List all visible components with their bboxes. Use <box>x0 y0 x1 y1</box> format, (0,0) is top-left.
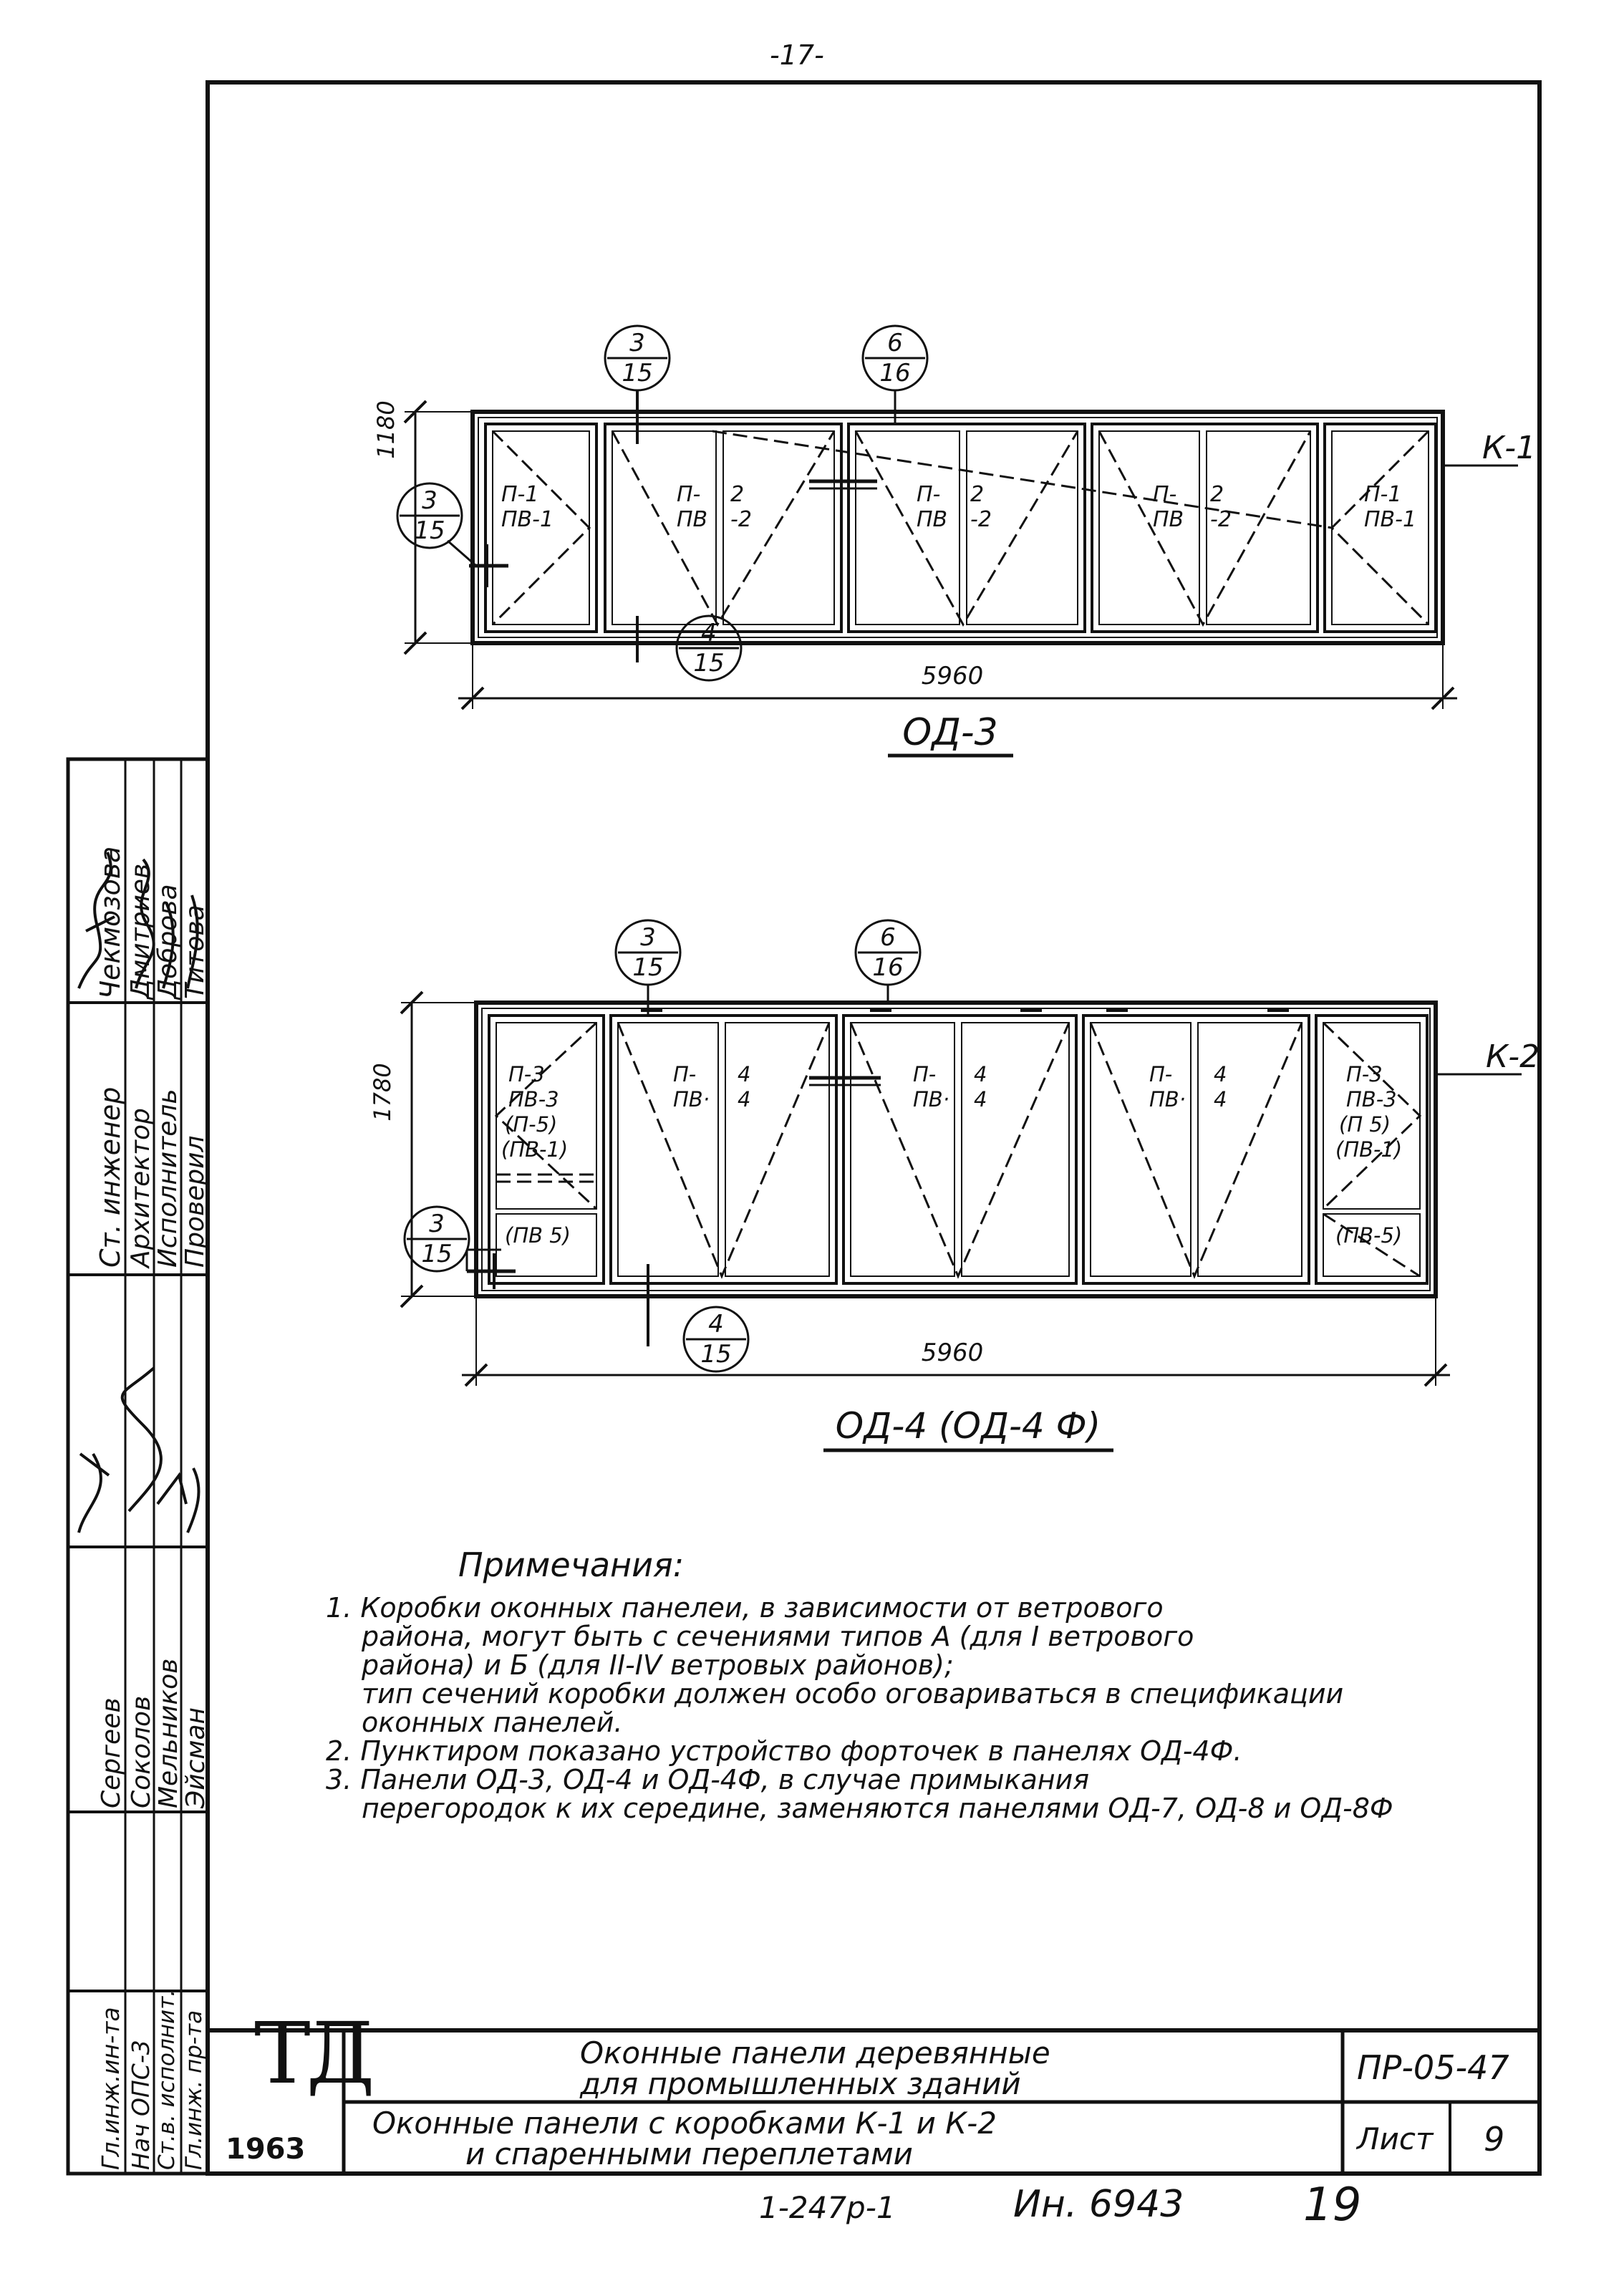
side-name2-1: Сергеев <box>97 1697 126 1808</box>
title-block-sub-line-2: и спаренными переплетами <box>465 2136 913 2171</box>
title-block-code: ПР-05-47 <box>1357 2048 1509 2087</box>
od3-callout-bottom-num: 4 <box>701 619 717 647</box>
od4-mid-5-l2: ПВ· <box>1149 1087 1186 1112</box>
od3-panel-7-l1: 2 <box>1210 482 1224 507</box>
od4-right-label-1: П-3 <box>1346 1062 1383 1086</box>
side-role2-1: Гл.инж.ин-та <box>97 2007 125 2170</box>
note-1-line-3: района) и Б (для II-IV ветровых районов); <box>362 1649 954 1681</box>
side-name2-3: Мельников <box>154 1658 183 1808</box>
od4-callout-top-mid-den: 16 <box>872 953 904 982</box>
td-stamp: ТД <box>254 2004 371 2103</box>
od4-box-label: К-2 <box>1486 1038 1540 1075</box>
od3-panel-5-l2: -2 <box>970 507 992 532</box>
od3-panel-1-l2: ПВ-1 <box>501 507 554 532</box>
od4-left-label-5: (ПВ 5) <box>505 1223 571 1248</box>
od3-callout-top-mid-den: 16 <box>879 359 911 387</box>
od4-left-label-2: ПВ-3 <box>508 1087 559 1112</box>
side-name-1: Чекмозова <box>95 846 126 999</box>
od4-right-label-4: (ПВ-1) <box>1335 1137 1403 1162</box>
od3-callout-top-left-den: 15 <box>622 359 653 387</box>
od4-left-label-1: П-3 <box>508 1062 545 1086</box>
od3-width-dim: 5960 <box>921 662 984 690</box>
side-role-4: Проверил <box>180 1135 210 1268</box>
title-block-title-line-2: для промышленных зданий <box>580 2066 1021 2101</box>
side-role2-3: Ст.в. исполнит. <box>154 1989 180 2170</box>
od4-mid-2-l1: 4 <box>738 1062 751 1086</box>
od4-mid-6-l2: 4 <box>1214 1087 1227 1112</box>
od4-right-label-2: ПВ-3 <box>1346 1087 1397 1112</box>
od4-mid-1-l2: ПВ· <box>673 1087 710 1112</box>
note-1-line-4: тип сечений коробки должен особо оговариваться в спецификации <box>362 1678 1344 1710</box>
note-1: 1. Коробки оконных панелеи, в зависимости от ветрового <box>326 1592 1164 1624</box>
od4-callout-top-left-den: 15 <box>632 953 664 982</box>
od3-box-label: К-1 <box>1482 430 1537 466</box>
title-block-sub-line-1: Оконные панели с коробками К-1 и К-2 <box>372 2106 997 2141</box>
side-name-3: Доброва <box>153 884 183 999</box>
od4-callout-top-mid-num: 6 <box>880 923 896 952</box>
od4-right-label-5: (ПВ-5) <box>1335 1223 1403 1248</box>
od4-left-label-3: (П-5) <box>505 1112 558 1137</box>
od3-callout-bottom-den: 15 <box>693 649 725 678</box>
title-block-sheet-label: Лист <box>1357 2121 1434 2156</box>
od4-right-label-3: (П 5) <box>1339 1112 1391 1137</box>
footer-series: 1-247р-1 <box>759 2190 896 2225</box>
od4-callout-bottom-num: 4 <box>708 1310 724 1339</box>
od3-panel-5-l1: 2 <box>970 482 985 507</box>
od4-callout-top-left-num: 3 <box>640 923 656 952</box>
notes <box>326 1546 1486 1824</box>
notes-title: Примечания: <box>458 1546 685 1584</box>
od4-height-dim: 1780 <box>369 1063 396 1122</box>
note-2: 2. Пунктиром показано устройство форточек в панелях ОД-4Ф. <box>326 1735 1242 1767</box>
note-1-line-2: района, могут быть с сечениями типов А (для I ветрового <box>362 1621 1194 1652</box>
od4-mid-1-l1: П- <box>673 1062 697 1086</box>
od3-panel-6-l1: П- <box>1153 482 1177 507</box>
note-1-line-5: оконных панелей. <box>362 1707 623 1738</box>
page-number: -17- <box>770 39 824 71</box>
od4-mid-5-l1: П- <box>1149 1062 1173 1086</box>
od3-panel-8-l1: П-1 <box>1364 482 1402 507</box>
od3-callout-side-den: 15 <box>414 516 445 545</box>
footer-inventory: Ин. 6943 <box>1013 2183 1184 2226</box>
note-3-line-2: перегородок к их середине, заменяются панелями ОД-7, ОД-8 и ОД-8Ф <box>362 1793 1393 1824</box>
od3-panel-3-l1: 2 <box>730 482 745 507</box>
side-role-3: Исполнитель <box>153 1089 183 1268</box>
od4-callout-side-num: 3 <box>429 1210 445 1238</box>
side-role2-4: Гл.инж. пр-та <box>181 2010 207 2170</box>
od4-mid-3-l2: ПВ· <box>913 1087 949 1112</box>
od3-panel-7-l2: -2 <box>1210 507 1232 532</box>
od3-panel-1-l1: П-1 <box>501 482 539 507</box>
od4-left-label-4: (ПВ-1) <box>501 1137 569 1162</box>
od3-callout-top-mid-num: 6 <box>887 329 903 357</box>
side-name2-2: Соколов <box>127 1695 156 1808</box>
od3-height-dim: 1180 <box>372 400 400 459</box>
od3-panel-4-l2: ПВ <box>917 507 948 532</box>
od4-callout-side-den: 15 <box>421 1240 453 1268</box>
footer-page: 19 <box>1303 2179 1362 2232</box>
title-block-sheet-number: 9 <box>1484 2120 1505 2159</box>
side-name-4: Титова <box>180 905 210 999</box>
title-block-title-line-1: Оконные панели деревянные <box>580 2035 1050 2070</box>
od3-title: ОД-3 <box>902 711 998 754</box>
note-3: 3. Панели ОД-3, ОД-4 и ОД-4Ф, в случае примыкания <box>326 1764 1090 1795</box>
od3-panel-4-l1: П- <box>917 482 941 507</box>
od3-callout-side-num: 3 <box>422 486 438 515</box>
side-role-1: Ст. инженер <box>95 1086 126 1268</box>
od3-panel-2-l1: П- <box>677 482 701 507</box>
od4-width-dim: 5960 <box>921 1339 984 1367</box>
window-od3 <box>397 326 1518 756</box>
od3-panel-8-l2: ПВ-1 <box>1364 507 1417 532</box>
od3-callout-top-left-num: 3 <box>629 329 645 357</box>
od4-mid-3-l1: П- <box>913 1062 937 1086</box>
side-name-2: Дмитриев <box>126 863 155 999</box>
od4-title: ОД-4 (ОД-4 Ф) <box>835 1405 1101 1447</box>
od4-mid-4-l2: 4 <box>974 1087 987 1112</box>
od4-mid-6-l1: 4 <box>1214 1062 1227 1086</box>
od3-panel-2-l2: ПВ <box>677 507 708 532</box>
side-role2-2: Нач ОПС-3 <box>127 2040 155 2170</box>
od4-mid-2-l2: 4 <box>738 1087 751 1112</box>
title-block-year: 1963 <box>226 2133 306 2166</box>
window-od4 <box>401 920 1522 1450</box>
side-name2-4: Эйсман <box>181 1707 211 1808</box>
od4-callout-bottom-den: 15 <box>700 1340 732 1369</box>
od3-panel-3-l2: -2 <box>730 507 752 532</box>
side-role-2: Архитектор <box>126 1108 155 1268</box>
od4-mid-4-l1: 4 <box>974 1062 987 1086</box>
od3-panel-6-l2: ПВ <box>1153 507 1184 532</box>
